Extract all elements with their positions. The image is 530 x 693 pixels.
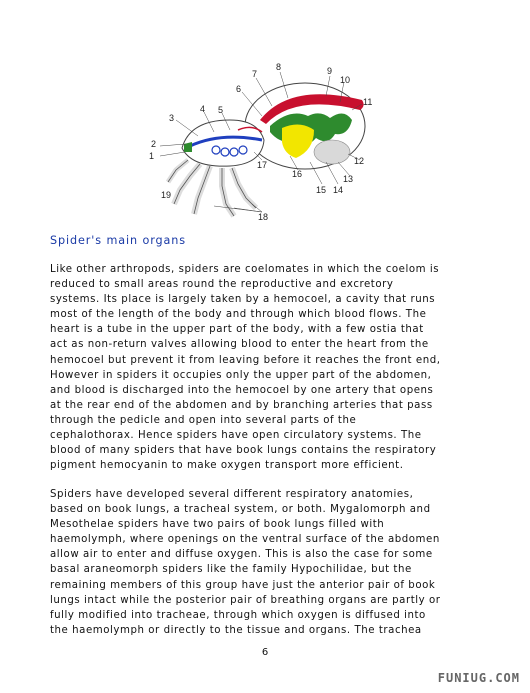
text-line: Spiders have developed several different respiratory anatomies, [50,489,414,500]
figure-label-15: 15 [316,185,327,195]
page-number: 6 [261,647,269,658]
text-line: However in spiders it occupies only the upper part of the abdomen, [50,369,432,381]
text-line: haemolymph, where openings on the ventral surface of the abdomen [50,534,440,546]
text-line: act as non-return valves allowing blood to enter the heart from the [50,339,429,351]
text-line: Mesothelae spiders have two pairs of book lungs filled with [50,519,385,531]
figure-label-7: 7 [252,69,258,79]
text-line: blood of many spiders that have book lungs contains the respiratory [50,445,437,457]
figure-label-11: 11 [363,97,373,107]
text-line: reduced to small areas round the reproductive and excretory [50,279,394,291]
text-line: at the rear end of the abdomen and by branching arteries that pass [50,399,433,411]
figure-label-3: 3 [169,113,175,123]
figure-label-2: 2 [151,139,157,149]
text-line: cephalothorax. Hence spiders have open circulatory systems. The [50,430,422,442]
figure-label-16: 16 [292,169,303,179]
text-line: fully modified into tracheae, through which oxygen is diffused into [50,609,426,621]
spider-anatomy-figure [130,58,390,230]
spider-legs [168,160,256,216]
text-line: and blood is discharged into the hemocoel by one artery that opens [50,384,434,396]
paragraph-circulation [50,262,486,473]
figure-label-8: 8 [276,62,282,72]
text-line: basal araneomorph spiders like the family Hypochilidae, but the [50,564,412,576]
text-line: systems. Its place is largely taken by a hemocoel, a cavity that runs [50,294,436,306]
paragraph-respiration [50,487,486,638]
figure-label-18: 18 [258,212,269,222]
text-line: hemocoel but prevent it from leaving before it reaches the front end, [50,354,441,366]
watermark: FUNIUG.COM [437,671,520,685]
text-line: based on book lungs, a tracheal system, or both. Mygalomorph and [50,504,431,516]
text-line: Like other arthropods, spiders are coelomates in which the coelom is [50,264,440,275]
figure-label-6: 6 [236,84,242,94]
figure-label-5: 5 [218,105,224,115]
figure-label-14: 14 [333,185,344,195]
spider-anatomy-diagram [130,58,390,230]
text-line: the haemolymph or directly to the tissue and organs. The trachea [50,624,422,636]
figure-label-17: 17 [257,160,268,170]
figure-label-19: 19 [161,190,172,200]
section-heading: Spider's main organs [50,234,186,247]
figure-label-4: 4 [200,104,206,114]
text-line: remaining members of this group have just the anterior pair of book [50,579,436,591]
text-line: lungs intact while the posterior pair of breathing organs are partly or [50,594,441,606]
figure-label-1: 1 [149,151,155,161]
ovary [314,140,350,164]
text-line: most of the length of the body and through which blood flows. The [50,309,427,321]
figure-label-10: 10 [340,75,351,85]
text-line: through the pedicle and open into several parts of the [50,414,357,426]
figure-label-9: 9 [327,66,333,76]
figure-label-12: 12 [354,156,365,166]
figure-label-13: 13 [343,174,354,184]
text-line: pigment hemocyanin to make oxygen transport more efficient. [50,460,404,472]
text-line: heart is a tube in the upper part of the body, with a few ostia that [50,324,424,336]
text-line: allow air to enter and diffuse oxygen. This is also the case for some [50,549,433,561]
